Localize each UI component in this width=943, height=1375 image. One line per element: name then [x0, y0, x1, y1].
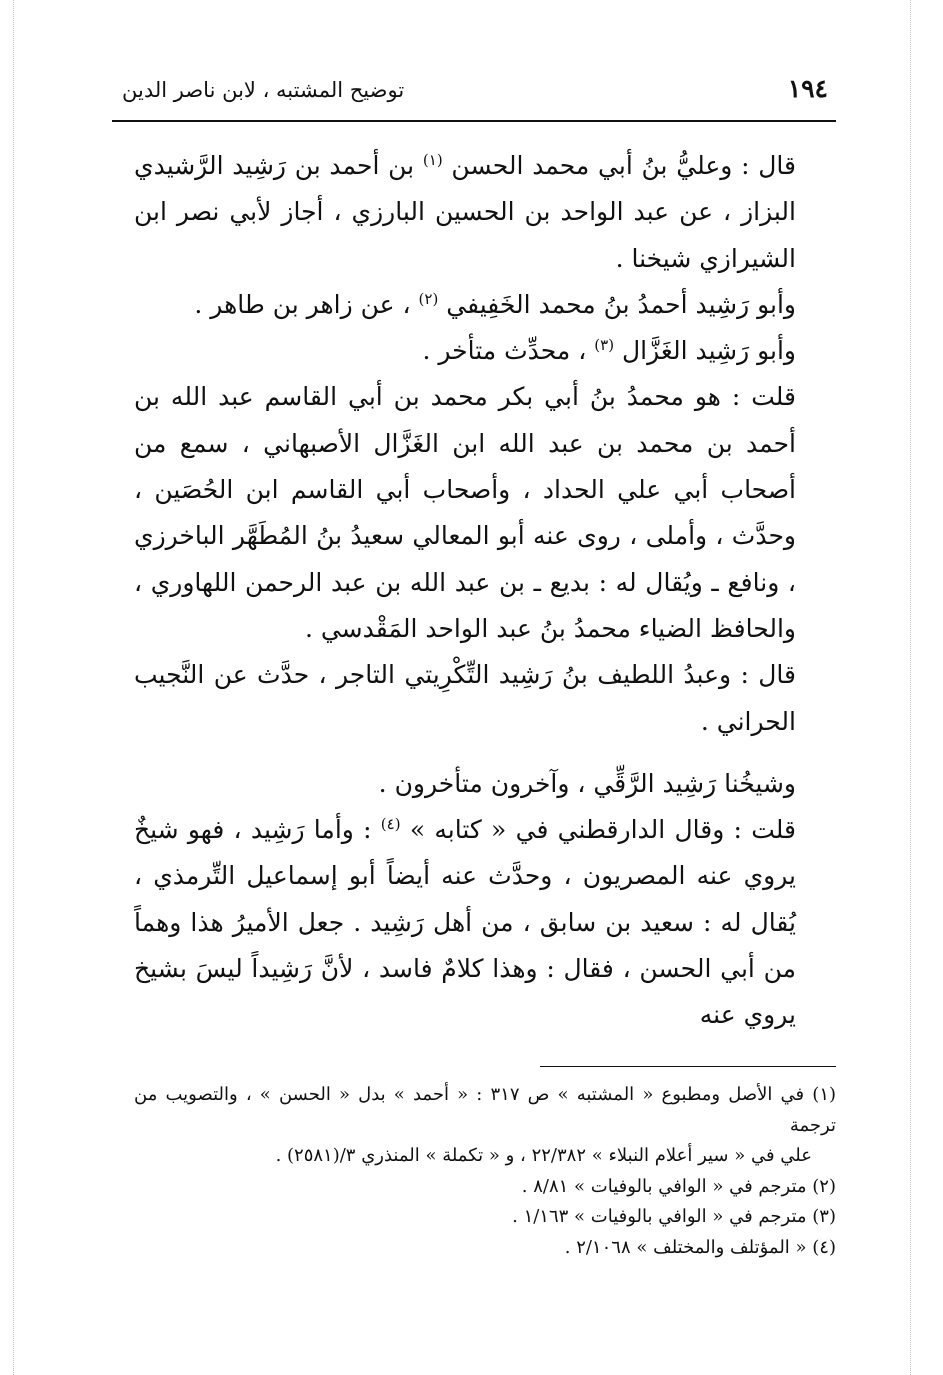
body-text: [134, 143, 836, 1039]
paragraph-2-text-a: وأبو رَشِيد أحمدُ بنُ محمد الخَفِيفي: [438, 289, 796, 319]
running-title: توضيح المشتبه ، لابن ناصر الدين: [122, 78, 405, 102]
footnote-ref-4: (٤): [380, 815, 401, 834]
paragraph-7: [134, 807, 836, 1038]
paragraph-3-text-b: ، محدِّث متأخر .: [422, 336, 595, 366]
footnote-ref-2: (٢): [418, 289, 439, 308]
paragraph-1: [134, 143, 836, 282]
footnote-1: (١) في الأصل ومطبوع « المشتبه » ص ٣١٧ : « أحمد » بدل « الحسن » ، والتصويب من ترجمة: [134, 1084, 837, 1136]
paragraph-3-text-a: وأبو رَشِيد الغَزَّال: [614, 336, 796, 366]
page-header: [112, 68, 836, 122]
footnote-3: (٣) مترجم في « الوافي بالوفيات » ١/١٦٣ .: [512, 1206, 836, 1227]
paragraph-1-text-b: بن أحمد بن رَشِيد الرَّشيدي البزاز ، عن عبد الواحد بن الحسين البارزي ، أجاز لأبي نصر ابن الشيرازي شيخنا .: [134, 151, 796, 273]
paragraph-2: [134, 282, 836, 328]
footnote-divider: [540, 1066, 836, 1067]
footnote-1-continuation: علي في « سير أعلام النبلاء » ٢٢/٣٨٢ ، و « تكملة » المنذري ٣/(٢٥٨١) .: [275, 1145, 812, 1166]
footnote-ref-3: (٣): [594, 336, 615, 355]
footnote-ref-1: (١): [422, 151, 443, 169]
footnote-4: (٤) « المؤتلف والمختلف » ٢/١٠٦٨ .: [564, 1236, 836, 1258]
scan-edge-left: [13, 0, 14, 1375]
paragraph-7-text-a: قلت : وقال الدارقطني في « كتابه »: [400, 815, 796, 845]
paragraph-2-text-b: ، عن زاهر بن طاهر .: [194, 289, 419, 319]
paragraph-3: [134, 328, 836, 374]
paragraph-6: وشيخُنا رَشِيد الرَّقِّي ، وآخرون متأخرون .: [378, 768, 796, 798]
paragraph-5: قال : وعبدُ اللطيف بنُ رَشِيد التِّكْرِيتي التاجر ، حدَّث عن النَّجيب الحراني .: [134, 660, 796, 736]
page-number: ١٩٤: [787, 74, 828, 103]
paragraph-7-text-b: : وأما رَشِيد ، فهو شيخٌ يروي عنه المصريون ، وحدَّث عنه أيضاً أبو إسماعيل التِّرمذي ، يُقال له : سعيد بن سابق ، من أهل رَشِيد . جعل الأميرُ هذا وهماً من أبي الحسن ، فقال : وهذا كلامٌ فاسد ، لأنَّ رَشِيداً ليسَ بشيخ يروي عنه: [134, 815, 796, 1030]
scan-edge-right: [910, 0, 911, 1375]
footnotes: [134, 1080, 836, 1263]
paragraph-1-text-a: قال : وعليُّ بنُ أبي محمد الحسن: [442, 151, 796, 180]
paragraph-4: قلت : هو محمدُ بنُ أبي بكر محمد بن أبي القاسم عبد الله بن أحمد بن محمد بن عبد الله ابن الغَزَّال الأصبهاني ، سمع من أصحاب أبي علي الحداد ، وأصحاب أبي القاسم ابن الحُصَين ، وحدَّث ، وأملى ، روى عنه أبو المعالي سعيدُ بنُ المُطَهَّر الباخرزي ، ونافع ـ ويُقال له : بديع ـ بن عبد الله بن عبد الرحمن اللهاوري ، والحافظ الضياء محمدُ بنُ عبد الواحد المَقْدسي .: [134, 382, 796, 643]
footnote-2: (٢) مترجم في « الوافي بالوفيات » ٨/٨١ .: [521, 1175, 836, 1197]
